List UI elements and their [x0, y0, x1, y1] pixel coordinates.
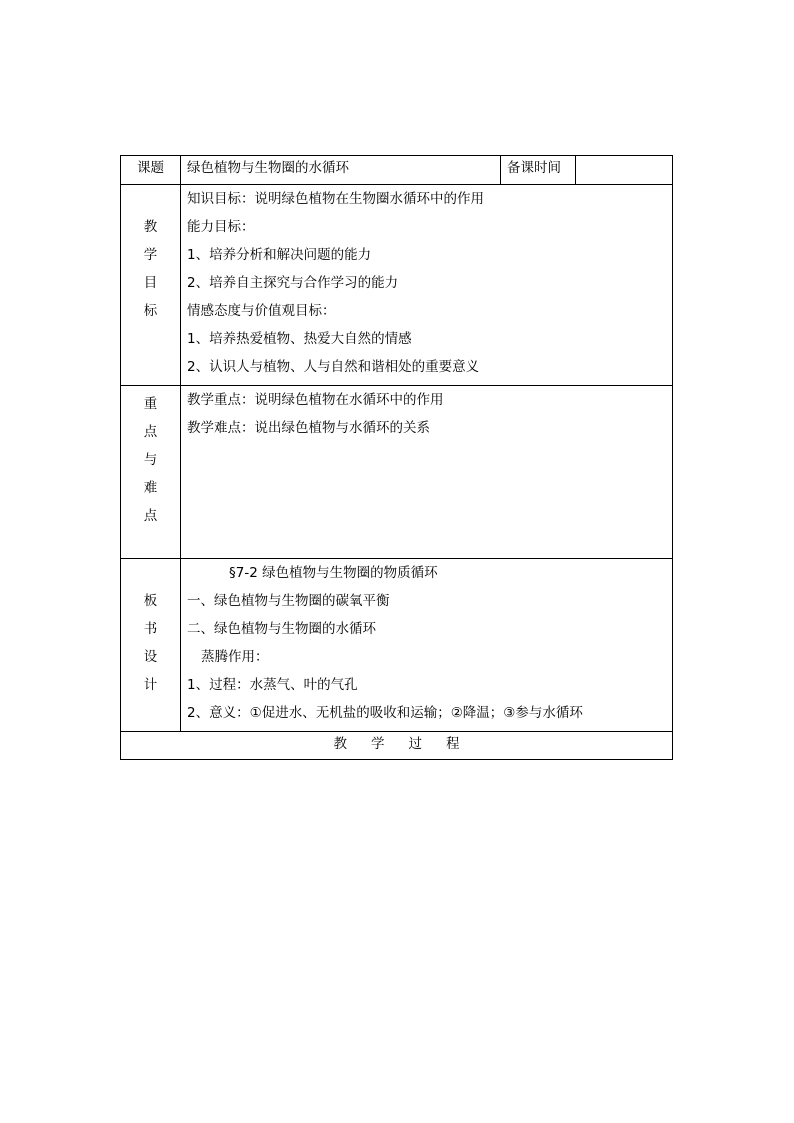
key-points-label-char: 点 [143, 508, 158, 524]
prep-time-label: 备课时间 [501, 156, 576, 185]
key-points-label-char: 与 [143, 452, 158, 468]
goals-label-char: 教 [143, 219, 158, 235]
key-points-row [121, 386, 673, 559]
board-design-label [121, 559, 181, 732]
key-points-line: 教学重点：说明绿色植物在水循环中的作用 [187, 392, 444, 408]
key-points-content [181, 386, 673, 559]
goals-label-char: 目 [143, 275, 158, 291]
board-design-label-char: 计 [143, 677, 158, 693]
goals-line: 能力目标： [187, 219, 255, 235]
board-design-label-char: 设 [143, 649, 158, 665]
board-title-line: §7-2 绿色植物与生物圈的物质循环 [229, 565, 438, 581]
goals-label-char: 学 [143, 247, 158, 263]
board-line: 蒸腾作用： [201, 649, 269, 665]
goals-row [121, 185, 673, 386]
goals-content [181, 185, 673, 386]
key-points-line: 教学难点：说出绿色植物与水循环的关系 [187, 420, 430, 436]
goals-label-char: 标 [143, 303, 158, 319]
header-row [121, 156, 673, 185]
goals-line: 2、培养自主探究与合作学习的能力 [187, 275, 399, 291]
key-points-label-char: 难 [143, 480, 158, 496]
topic-label: 课题 [121, 156, 181, 185]
teaching-process-text: 教学过程 [333, 736, 484, 752]
board-design-content [181, 559, 673, 732]
board-line: 1、过程：水蒸气、叶的气孔 [187, 677, 358, 693]
board-line: 二、绿色植物与生物圈的水循环 [187, 621, 376, 637]
board-line: 2、意义：①促进水、无机盐的吸收和运输；②降温；③参与水循环 [187, 705, 583, 721]
key-points-label [121, 386, 181, 559]
goals-line: 2、认识人与植物、人与自然和谐相处的重要意义 [187, 359, 480, 375]
teaching-process-row [121, 732, 673, 760]
key-points-label-char: 点 [143, 424, 158, 440]
goals-line: 1、培养分析和解决问题的能力 [187, 247, 372, 263]
key-points-label-char: 重 [143, 396, 158, 412]
topic-value: 绿色植物与生物圈的水循环 [181, 156, 501, 185]
board-design-label-char: 书 [143, 621, 158, 637]
goals-line: 1、培养热爱植物、热爱大自然的情感 [187, 331, 412, 347]
board-design-label-char: 板 [143, 593, 158, 609]
board-design-row [121, 559, 673, 732]
goals-line: 情感态度与价值观目标： [187, 303, 336, 319]
prep-time-value [576, 156, 673, 185]
goals-label [121, 185, 181, 386]
lesson-plan-table [120, 155, 673, 760]
teaching-process-title [121, 732, 673, 760]
goals-line: 知识目标：说明绿色植物在生物圈水循环中的作用 [187, 191, 484, 207]
board-line: 一、绿色植物与生物圈的碳氧平衡 [187, 593, 390, 609]
